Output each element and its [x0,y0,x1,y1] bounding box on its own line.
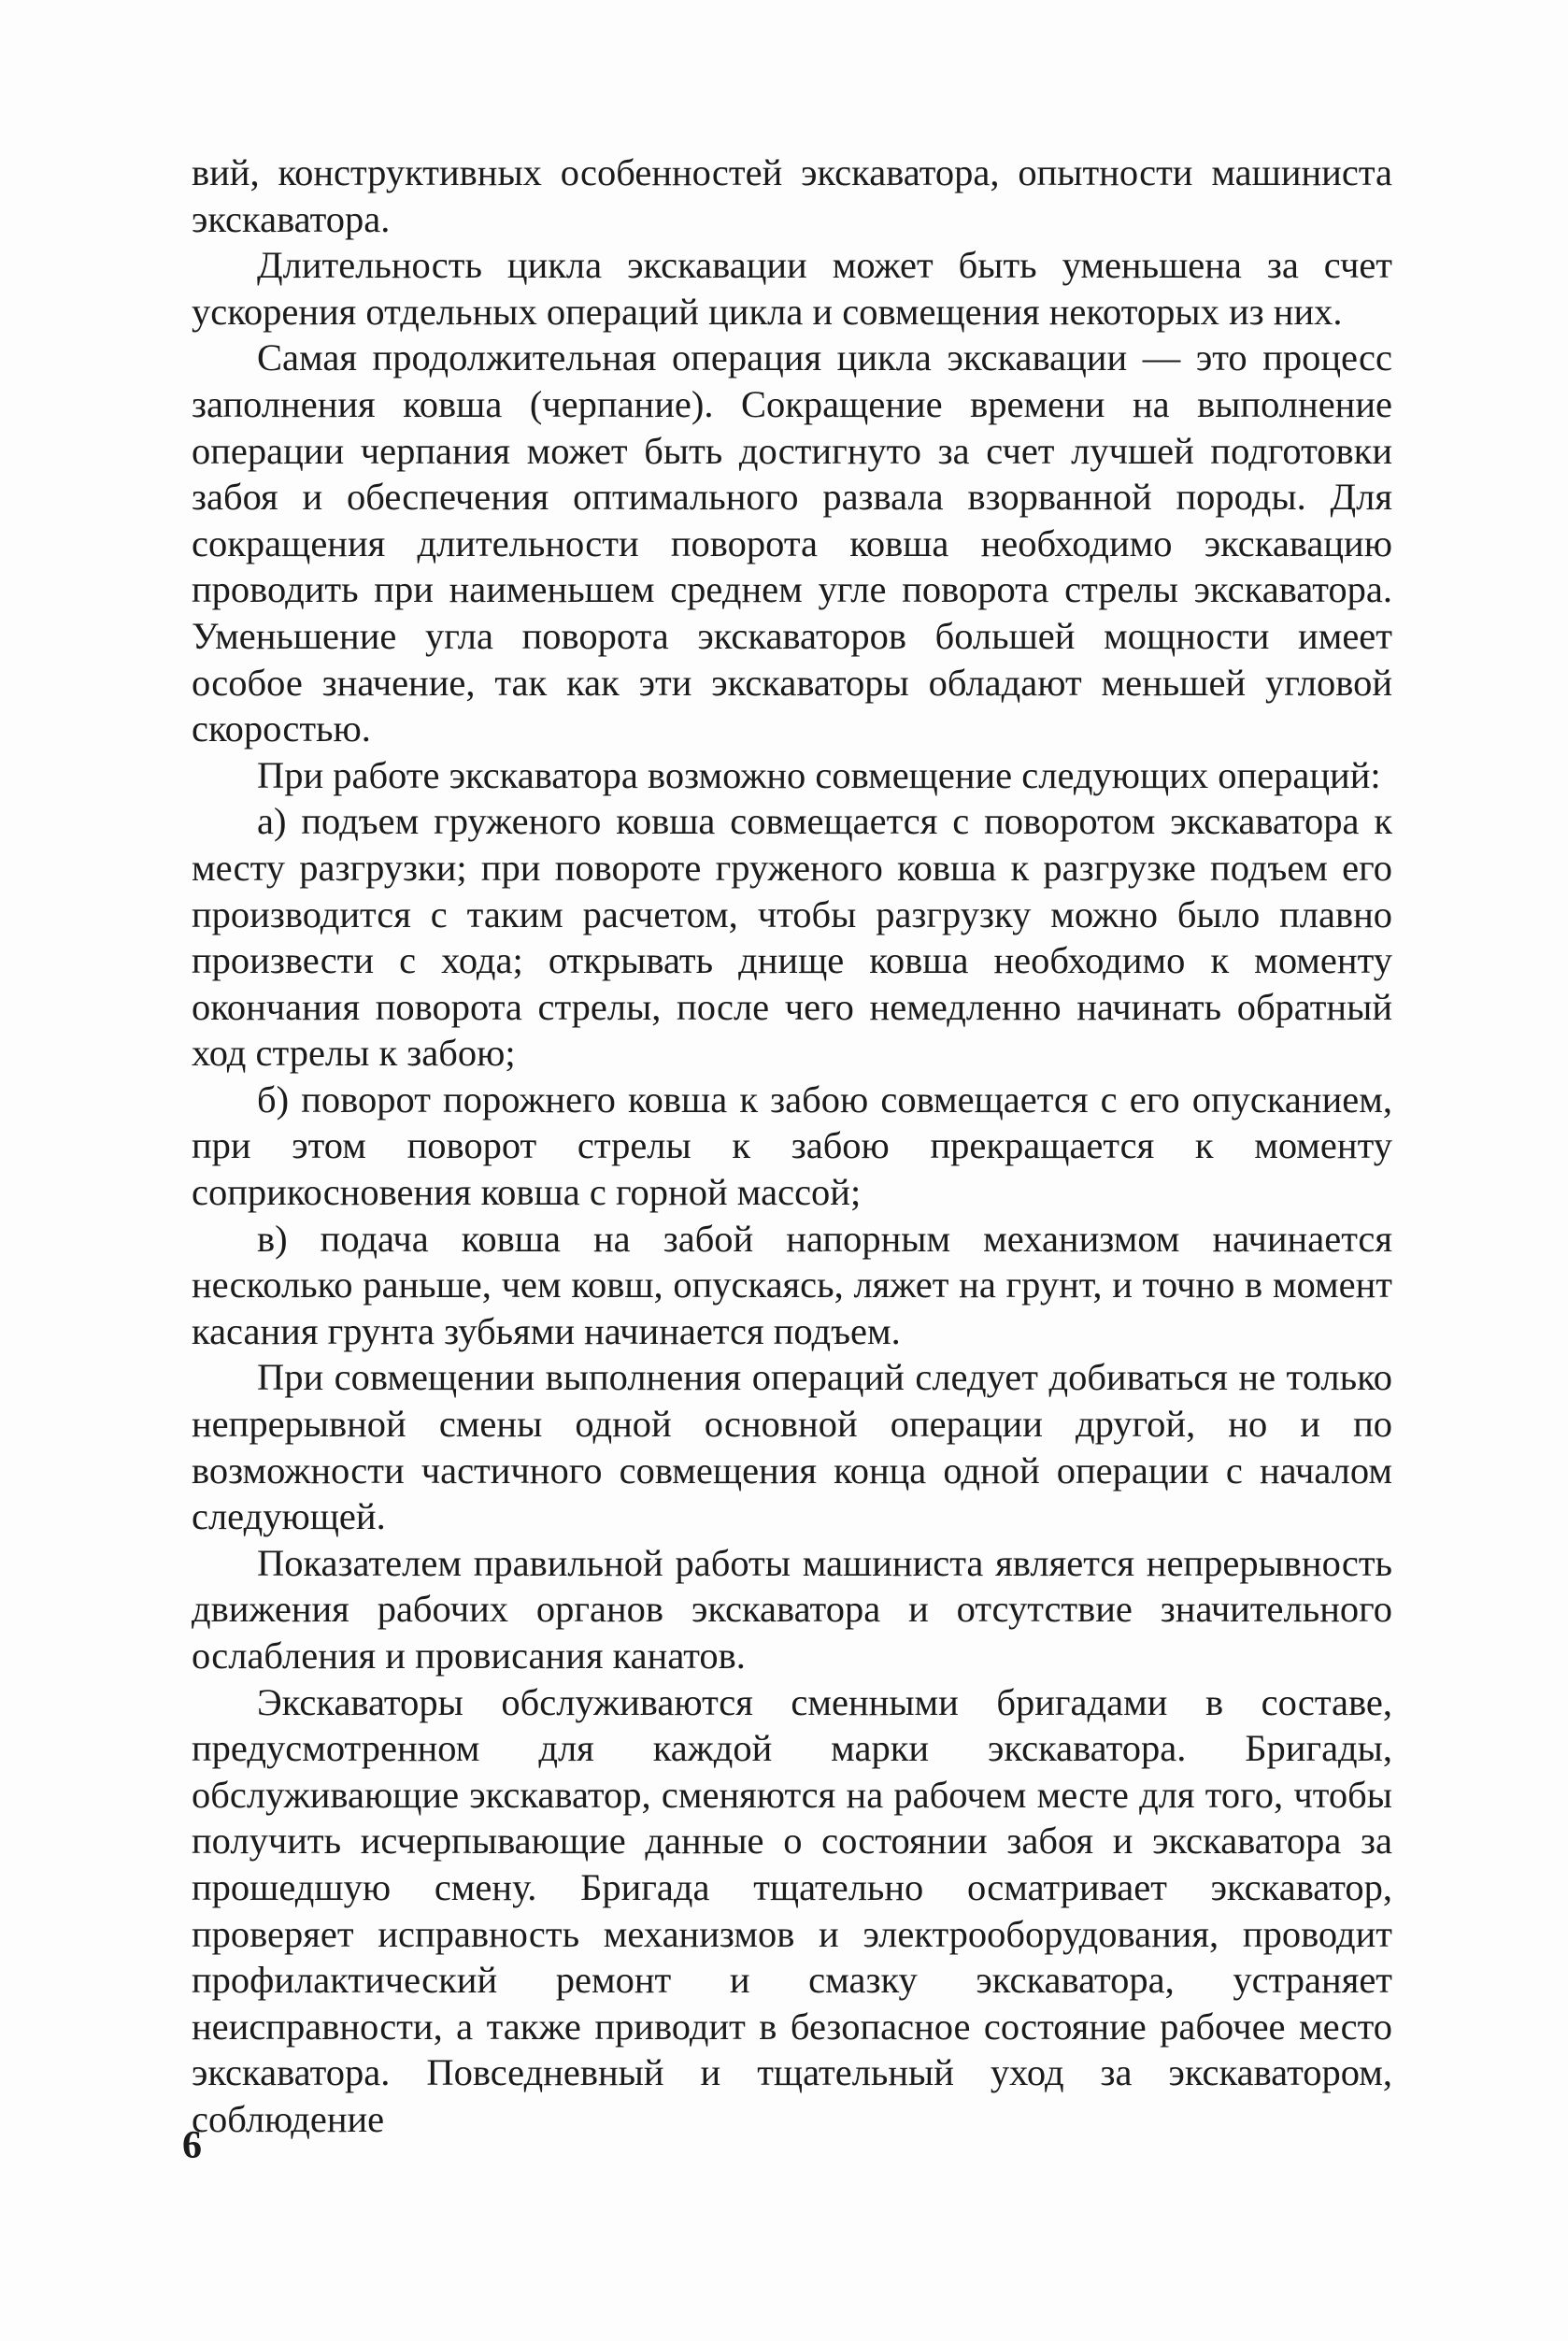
list-item-a: а) подъем груженого ковша совмещается с поворотом экскаватора к месту разгрузки; при повороте груженого ковша к разгрузке подъем его производится с таким расчетом, чтобы разгрузку можно было плавно произвести с хода; открывать днище ковша необходимо к моменту окончания поворота стрелы, после чего немедленно начинать обратный ход стрелы к забою; [192,800,1392,1075]
paragraph-bucket-filling: Самая продолжительная операция цикла экскавации — это процесс заполнения ковша (черпание). Сокращение времени на выполнение операции черпания может быть достигнуто за счет лучшей подготовки забоя и обеспечения оптимального развала взорванной породы. Для сокращения длительности поворота ковша необходимо экскавацию проводить при наименьшем среднем угле поворота стрелы экскаватора. Уменьшение угла поворота экскаваторов большей мощности имеет особое значение, так как эти экскаваторы обладают меньшей угловой скоростью. [192,336,1392,750]
paragraph-crew-service: Экскаваторы обслуживаются сменными бригадами в составе, предусмотренном для каждой марки экскаватора. Бригады, обслуживающие экскаватор, сменяются на рабочем месте для того, чтобы получить исчерпывающие данные о состоянии забоя и экскаватора за прошедшую смену. Бригада тщательно осматривает экскаватор, проверяет исправность механизмов и электрооборудования, проводит профилактический ремонт и смазку экскаватора, устраняет неисправности, а также приводит в безопасное состояние рабочее место экскаватора. Повседневный и тщательный уход за экскаватором, соблюдение [192,1680,1392,2140]
list-item-c: в) подача ковша на забой напорным механизмом начинается несколько раньше, чем ковш, опускаясь, ляжет на грунт, и точно в момент касания грунта зубьями начинается подъем. [192,1217,1392,1352]
paragraph-combined-operations-intro: При работе экскаватора возможно совмещение следующих операций: [257,753,1381,796]
paragraph-cycle-duration: Длительность цикла экскавации может быть уменьшена за счет ускорения отдельных операций цикла и совмещения некоторых из них. [192,244,1392,333]
page-number: 6 [182,2124,202,2167]
list-item-b: б) поворот порожнего ковша к забою совмещается с его опусканием, при этом поворот стрелы к забою прекращается к моменту соприкосновения ковша с горной массой; [192,1078,1392,1214]
paragraph-combining-execution: При совмещении выполнения операций следует добиваться не только непрерывной смены одной основной операции другой, но и по возможности частичного совмещения конца одной операции с началом следующей. [192,1356,1392,1538]
paragraph-continuation: вий, конструктивных особенностей экскаватора, опытности машиниста экскаватора. [192,151,1392,240]
body-text [192,150,1392,2143]
paragraph-operator-indicator: Показателем правильной работы машиниста является непрерывность движения рабочих органов экскаватора и отсутствие значительного ослабления и провисания канатов. [192,1541,1392,1677]
